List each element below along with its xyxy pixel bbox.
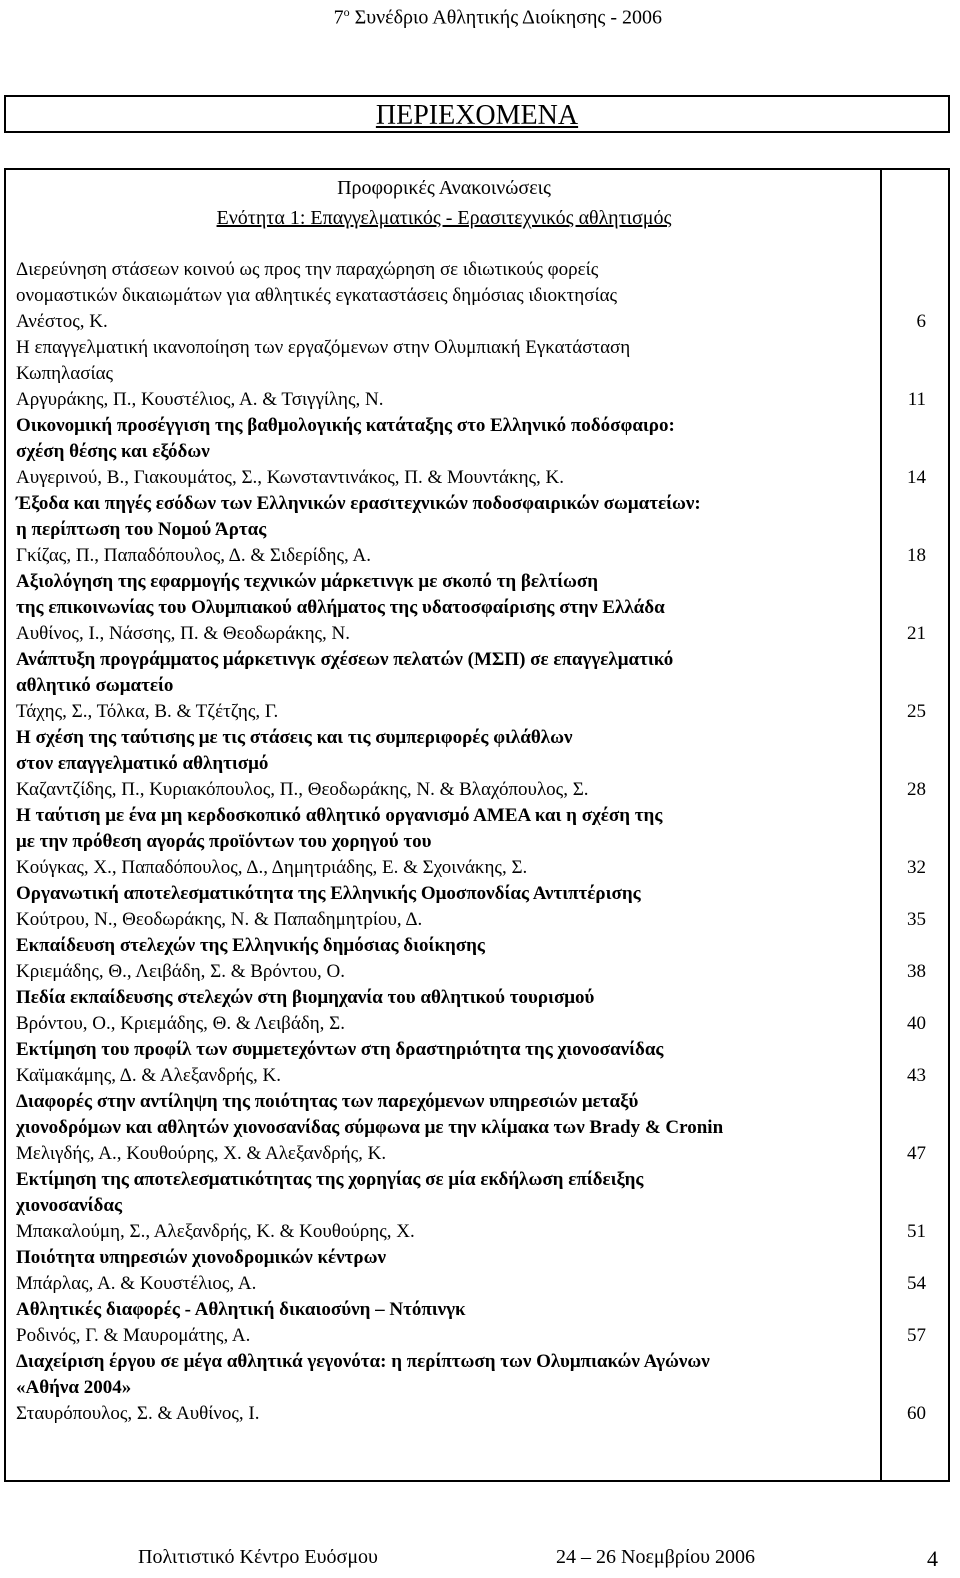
footer-dates: 24 – 26 Νοεμβρίου 2006 <box>556 1546 756 1568</box>
entry-authors: Αυγερινού, Β., Γιακουμάτος, Σ., Κωνσταντινάκος, Π. & Μουντάκης, Κ. <box>16 467 564 488</box>
entry-authors: Σταυρόπουλος, Σ. & Αυθίνος, Ι. <box>16 1403 260 1424</box>
entry-title-line: Εκτίμηση του προφίλ των συμμετεχόντων στη δραστηριότητα της χιονοσανίδας <box>16 1039 664 1060</box>
page-header <box>334 0 662 30</box>
toc-entry <box>16 335 936 413</box>
entry-authors: Καζαντζίδης, Π., Κυριακόπουλος, Π., Θεοδωράκης, Ν. & Βλαχόπουλος, Σ. <box>16 779 589 800</box>
entry-authors: Ροδινός, Γ. & Μαυρομάτης, Α. <box>16 1325 251 1346</box>
entry-title-line: της επικοινωνίας του Ολυμπιακού αθλήματος της υδατοσφαίρισης στην Ελλάδα <box>16 597 665 618</box>
contents-title-box <box>4 95 950 133</box>
entry-authors: Αργυράκης, Π., Κουστέλιος, Α. & Τσιγγίλης, Ν. <box>16 389 384 410</box>
toc-entry <box>16 1349 936 1427</box>
toc-entry <box>16 985 936 1037</box>
entry-authors: Βρόντου, Ο., Κριεμάδης, Θ. & Λειβάδη, Σ. <box>16 1013 345 1034</box>
entry-page-number: 57 <box>907 1325 926 1346</box>
entry-page-number: 18 <box>907 545 926 566</box>
entry-title-line: Εκπαίδευση στελεχών της Ελληνικής δημόσιας διοίκησης <box>16 935 485 956</box>
footer-venue: Πολιτιστικό Κέντρο Ευόσμου <box>138 1546 378 1568</box>
conference-number: 7 <box>333 6 344 29</box>
entry-page-number: 25 <box>907 701 926 722</box>
entry-title-line: Η επαγγελματική ικανοποίηση των εργαζόμενων στην Ολυμπιακή Εγκατάσταση <box>16 337 631 358</box>
entry-title-line: χιονοσανίδας <box>16 1195 122 1216</box>
entry-title-line: Οργανωτική αποτελεσματικότητα της Ελληνικής Ομοσπονδίας Αντιπτέρισης <box>16 883 641 904</box>
entry-authors: Κριεμάδης, Θ., Λειβάδη, Σ. & Βρόντου, Ο. <box>16 961 345 982</box>
toc-entries <box>16 257 936 1427</box>
section-heading: Προφορικές Ανακοινώσεις <box>337 177 551 199</box>
entry-title-line: Διαχείριση έργου σε μέγα αθλητικά γεγονότα: η περίπτωση των Ολυμπιακών Αγώνων <box>16 1351 710 1372</box>
entry-title-line: Οικονομική προσέγγιση της βαθμολογικής κατάταξης στο Ελληνικό ποδόσφαιρο: <box>16 415 675 436</box>
entry-title-line: Η ταύτιση με ένα μη κερδοσκοπικό αθλητικό οργανισμό ΑΜΕΑ και η σχέση της <box>16 805 663 826</box>
entry-title-line: Αθλητικές διαφορές - Αθλητική δικαιοσύνη – Ντόπινγκ <box>16 1299 466 1320</box>
entry-title-line: με την πρόθεση αγοράς προϊόντων του χορηγού του <box>16 831 432 852</box>
entry-page-number: 28 <box>907 779 926 800</box>
entry-title-line: Εκτίμηση της αποτελεσματικότητας της χορηγίας σε μία εκδήλωση επίδειξης <box>16 1169 644 1190</box>
entry-authors: Καϊμακάμης, Δ. & Αλεξανδρής, Κ. <box>16 1065 281 1086</box>
entry-authors: Ανέστος, Κ. <box>16 311 108 332</box>
entry-page-number: 54 <box>907 1273 926 1294</box>
toc-entry <box>16 1037 936 1089</box>
entry-title-line: Πεδία εκπαίδευσης στελεχών στη βιομηχανία του αθλητικού τουρισμού <box>16 987 595 1008</box>
page-footer <box>0 1544 960 1574</box>
entry-page-number: 32 <box>907 857 926 878</box>
entry-title-line: Κωπηλασίας <box>16 363 114 384</box>
entry-title-line: Διαφορές στην αντίληψη της ποιότητας των παρεχόμενων υπηρεσιών μεταξύ <box>16 1091 639 1112</box>
entry-title-line: χιονοδρόμων και αθλητών χιονοσανίδας σύμφωνα με την κλίμακα των Brady & Cronin <box>16 1117 724 1138</box>
toc-entry <box>16 803 936 881</box>
toc-entry <box>16 725 936 803</box>
entry-title-line: σχέση θέσης και εξόδων <box>16 441 210 462</box>
entry-page-number: 6 <box>916 311 926 332</box>
entry-title-line: ονομαστικών δικαιωμάτων για αθλητικές εγκαταστάσεις δημόσιας ιδιοκτησίας <box>16 285 618 306</box>
entry-title-line: Ποιότητα υπηρεσιών χιονοδρομικών κέντρων <box>16 1247 386 1268</box>
entry-page-number: 51 <box>907 1221 926 1242</box>
toc-entry <box>16 413 936 491</box>
entry-title-line: Ανάπτυξη προγράμματος μάρκετινγκ σχέσεων πελατών (ΜΣΠ) σε επαγγελματικό <box>16 649 674 670</box>
entry-authors: Μπάρλας, Α. & Κουστέλιος, Α. <box>16 1273 257 1294</box>
conference-title: Συνέδριο Αθλητικής Διοίκησης - 2006 <box>349 6 662 29</box>
entry-authors: Μελιγδής, Α., Κουθούρης, Χ. & Αλεξανδρής, Κ. <box>16 1143 387 1164</box>
toc-entry <box>16 491 936 569</box>
entry-title-line: η περίπτωση του Νομού Άρτας <box>16 519 267 540</box>
entry-page-number: 40 <box>907 1013 926 1034</box>
entry-title-line: στον επαγγελματικό αθλητισμό <box>16 753 269 774</box>
toc-entry <box>16 1167 936 1245</box>
entry-page-number: 47 <box>907 1143 926 1164</box>
entry-authors: Κούτρου, Ν., Θεοδωράκης, Ν. & Παπαδημητρίου, Δ. <box>16 909 423 930</box>
entry-title-line: «Αθήνα 2004» <box>16 1377 132 1398</box>
section-subheading: Ενότητα 1: Επαγγελματικός - Ερασιτεχνικός αθλητισμός <box>216 207 672 229</box>
entry-title-line: αθλητικό σωματείο <box>16 675 174 696</box>
entry-title-line: Η σχέση της ταύτισης με τις στάσεις και τις συμπεριφορές φιλάθλων <box>16 727 573 748</box>
toc-entry <box>16 881 936 933</box>
entry-authors: Γκίζας, Π., Παπαδόπουλος, Δ. & Σιδερίδης, Α. <box>16 545 371 566</box>
entry-title-line: Έξοδα και πηγές εσόδων των Ελληνικών ερασιτεχνικών ποδοσφαιρικών σωματείων: <box>16 493 701 514</box>
entry-page-number: 11 <box>907 389 926 410</box>
entry-authors: Κούγκας, Χ., Παπαδόπουλος, Δ., Δημητριάδης, Ε. & Σχοινάκης, Σ. <box>16 857 528 878</box>
entry-page-number: 14 <box>907 467 926 488</box>
entry-page-number: 21 <box>907 623 926 644</box>
toc-entry <box>16 933 936 985</box>
conference-ordinal: ο <box>343 5 350 19</box>
entry-page-number: 35 <box>907 909 926 930</box>
entry-authors: Αυθίνος, Ι., Νάσσης, Π. & Θεοδωράκης, Ν. <box>16 623 351 644</box>
entry-page-number: 38 <box>907 961 926 982</box>
contents-title: ΠΕΡΙΕΧΟΜΕΝΑ <box>375 100 579 131</box>
entry-title-line: Διερεύνηση στάσεων κοινού ως προς την παραχώρηση σε ιδιωτικούς φορείς <box>16 259 599 280</box>
toc-entry <box>16 569 936 647</box>
entry-page-number: 60 <box>907 1403 926 1424</box>
entry-authors: Τάχης, Σ., Τόλκα, Β. & Τζέτζης, Γ. <box>16 701 279 722</box>
toc-entry <box>16 1297 936 1349</box>
toc-entry <box>16 1089 936 1167</box>
toc-entry <box>16 1245 936 1297</box>
toc-entry <box>16 647 936 725</box>
entry-authors: Μπακαλούμη, Σ., Αλεξανδρής, Κ. & Κουθούρης, Χ. <box>16 1221 415 1242</box>
footer-page-number: 4 <box>927 1546 938 1571</box>
toc-entry <box>16 257 936 335</box>
entry-title-line: Αξιολόγηση της εφαρμογής τεχνικών μάρκετινγκ με σκοπό τη βελτίωση <box>16 571 598 592</box>
entry-page-number: 43 <box>907 1065 926 1086</box>
